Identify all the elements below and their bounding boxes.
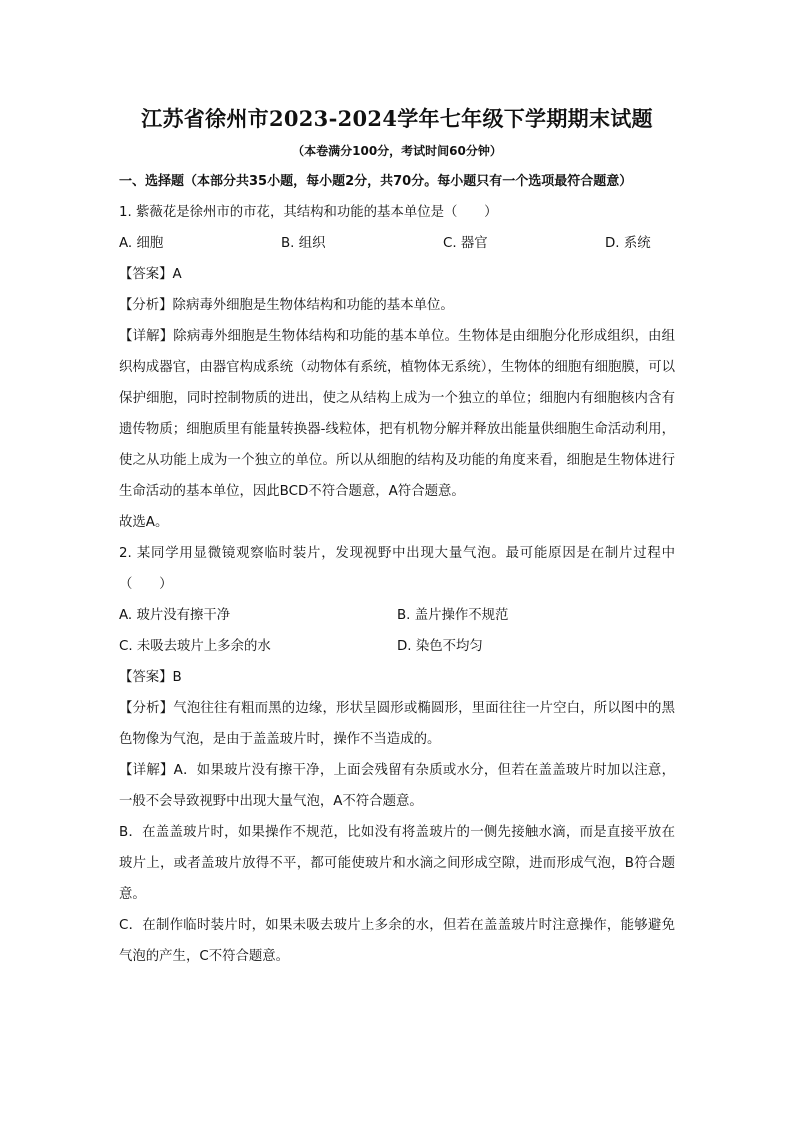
option-d: D. 染色不均匀 bbox=[397, 639, 483, 654]
option-d: D. 系统 bbox=[605, 236, 651, 251]
question-2-answer: 【答案】B bbox=[119, 670, 182, 685]
question-1-options bbox=[119, 228, 675, 259]
question-2-detail-a: 【详解】A．如果玻片没有擦干净，上面会残留有杂质或水分，但若在盖盖玻片时加以注意，一般不会导致视野中出现大量气泡，A不符合题意。 bbox=[119, 763, 675, 809]
question-1-conclusion: 故选A。 bbox=[119, 515, 169, 530]
page-title: 江苏省徐州市2023-2024学年七年级下学期期末试题 bbox=[141, 106, 653, 131]
option-a: A. 细胞 bbox=[119, 236, 164, 251]
option-a: A. 玻片没有擦干净 bbox=[119, 608, 231, 623]
section-heading: 一、选择题（本部分共35小题，每小题2分，共70分。每小题只有一个选项最符合题意） bbox=[119, 174, 633, 189]
question-2-stem: 2. 某同学用显微镜观察临时装片，发现视野中出现大量气泡。最可能原因是在制片过程中（ ） bbox=[119, 546, 675, 592]
option-b: B. 盖片操作不规范 bbox=[397, 608, 509, 623]
question-2-detail-b: B．在盖盖玻片时，如果操作不规范，比如没有将盖玻片的一侧先接触水滴，而是直接平放在玻片上，或者盖玻片放得不平，都可能使玻片和水滴之间形成空隙，进而形成气泡，B符合题意。 bbox=[119, 825, 675, 902]
option-c: C. 未吸去玻片上多余的水 bbox=[119, 639, 271, 654]
question-1-stem: 1. 紫薇花是徐州市的市花，其结构和功能的基本单位是（ ） bbox=[119, 205, 498, 220]
option-c: C. 器官 bbox=[443, 236, 488, 251]
document-content bbox=[119, 104, 675, 972]
question-1-answer: 【答案】A bbox=[119, 267, 182, 282]
exam-info: （本卷满分100分，考试时间60分钟） bbox=[292, 144, 502, 158]
question-2-options-row1 bbox=[119, 600, 675, 631]
question-1-detail: 【详解】除病毒外细胞是生物体结构和功能的基本单位。生物体是由细胞分化形成组织，由组织构成器官，由器官构成系统（动物体有系统，植物体无系统），生物体的细胞有细胞膜，可以保护细胞，同时控制物质的进出，使之从结构上成为一个独立的单位；细胞内有细胞核内含有遗传物质；细胞质里有能量转换器-线粒体，把有机物分解并释放出能量供细胞生命活动利用，使之从功能上成为一个独立的单位。所以从细胞的结构及功能的角度来看，细胞是生物体进行生命活动的基本单位，因此BCD不符合题意，A符合题意。 bbox=[119, 329, 675, 499]
question-1-analysis: 【分析】除病毒外细胞是生物体结构和功能的基本单位。 bbox=[119, 298, 454, 313]
option-b: B. 组织 bbox=[281, 236, 326, 251]
question-2-analysis: 【分析】气泡往往有粗而黑的边缘，形状呈圆形或椭圆形，里面往往一片空白，所以图中的黑色物像为气泡，是由于盖盖玻片时，操作不当造成的。 bbox=[119, 701, 675, 747]
question-2-detail-c: C．在制作临时装片时，如果未吸去玻片上多余的水，但若在盖盖玻片时注意操作，能够避免气泡的产生，C不符合题意。 bbox=[119, 918, 675, 964]
question-2-options-row2 bbox=[119, 631, 675, 662]
